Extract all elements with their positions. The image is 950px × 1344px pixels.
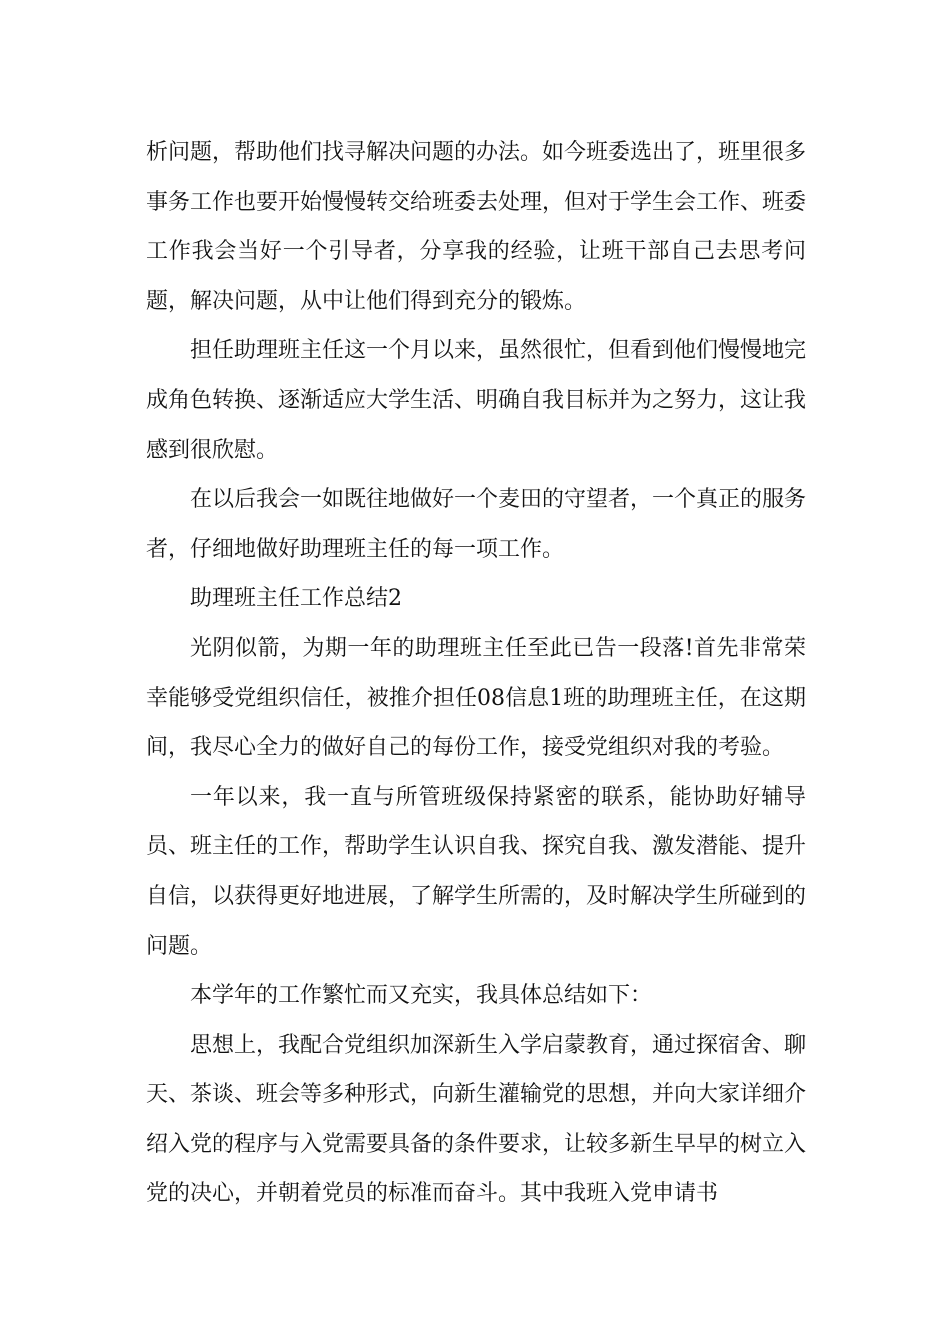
paragraph: 一年以来，我一直与所管班级保持紧密的联系，能协助好辅导员、班主任的工作，帮助学生认识自我、探究自我、激发潜能、提升自信，以获得更好地进展，了解学生所需的，及时解决学生所碰到的问题。 <box>146 784 807 959</box>
paragraph: 本学年的工作繁忙而又充实，我具体总结如下： <box>190 983 653 1009</box>
paragraph: 在以后我会一如既往地做好一个麦田的守望者，一个真正的服务者，仔细地做好助理班主任的每一项工作。 <box>146 487 807 562</box>
document-body <box>146 128 806 1219</box>
paragraph: 担任助理班主任这一个月以来，虽然很忙，但看到他们慢慢地完成角色转换、逐渐适应大学生活、明确自我目标并为之努力，这让我感到很欣慰。 <box>146 338 807 463</box>
paragraph-continued: 析问题，帮助他们找寻解决问题的办法。如今班委选出了，班里很多事务工作也要开始慢慢转交给班委去处理，但对于学生会工作、班委工作我会当好一个引导者，分享我的经验，让班干部自己去思考问题，解决问题，从中让他们得到充分的锻炼。 <box>146 140 807 314</box>
paragraph: 思想上，我配合党组织加深新生入学启蒙教育，通过探宿舍、聊天、茶谈、班会等多种形式，向新生灌输党的思想，并向大家详细介绍入党的程序与入党需要具备的条件要求，让较多新生早早的树立入党的决心，并朝着党员的标准而奋斗。其中我班入党申请书 <box>146 1032 807 1207</box>
section-heading: 助理班主任工作总结2 <box>190 586 402 612</box>
paragraph: 光阴似箭，为期一年的助理班主任至此已告一段落!首先非常荣幸能够受党组织信任，被推介担任08信息1班的助理班主任，在这期间，我尽心全力的做好自己的每份工作，接受党组织对我的考验。 <box>146 635 806 761</box>
